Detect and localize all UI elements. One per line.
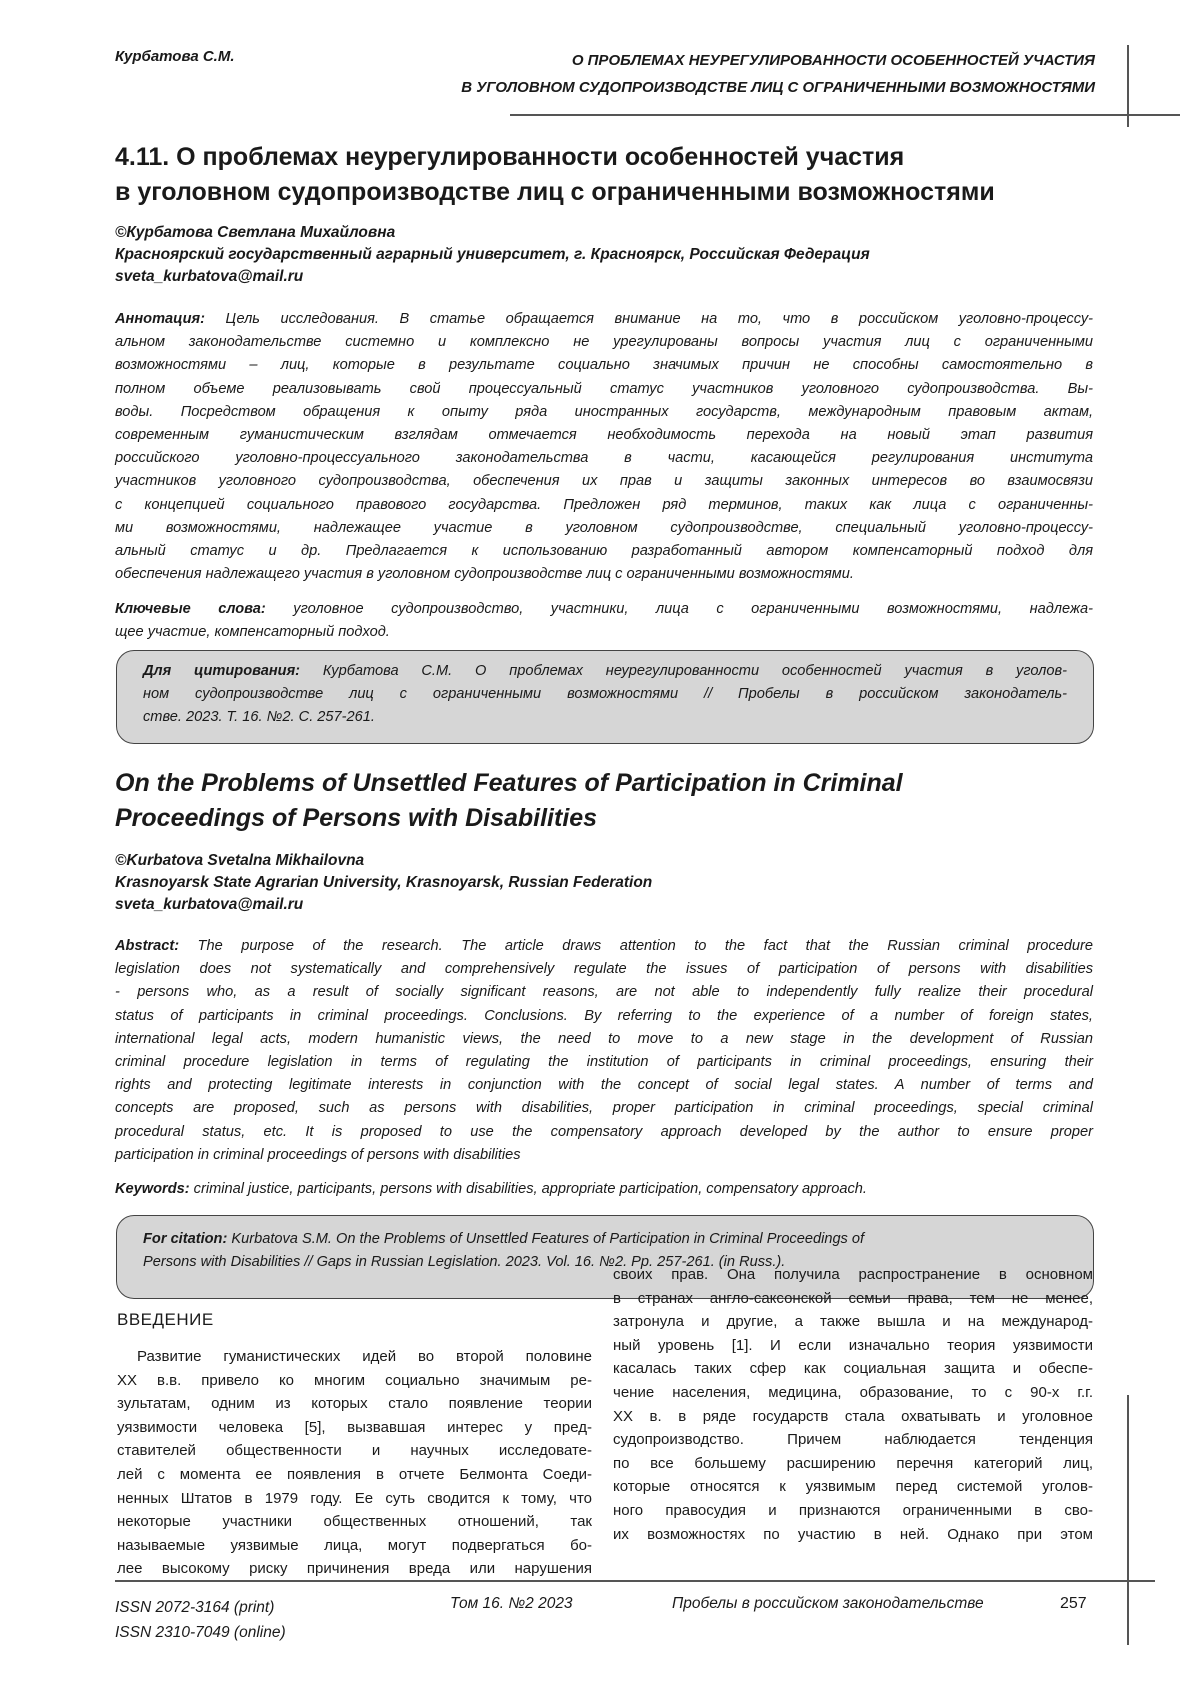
author-block-en bbox=[115, 850, 652, 916]
body-line: называемые уязвимые лица, могут подвергаться бо- bbox=[117, 1534, 592, 1558]
abstract-line: criminal procedure legislation in terms of regulating the institution of participants in criminal proceedings, ensuring their bbox=[115, 1051, 1093, 1074]
body-line: XX в. в ряде государств стала охватывать и уголовное bbox=[613, 1405, 1093, 1429]
abstract-line: procedural status, etc. It is proposed to use the compensatory approach developed by the author to ensure proper bbox=[115, 1121, 1093, 1144]
abstract-line: concepts are proposed, such as persons with disabilities, proper participation in criminal proceedings, special criminal bbox=[115, 1097, 1093, 1120]
footer-issn bbox=[115, 1595, 286, 1645]
keywords-text: criminal justice, participants, persons with disabilities, appropriate participation, compensatory approach. bbox=[190, 1181, 867, 1197]
title-line: Proceedings of Persons with Disabilities bbox=[115, 801, 903, 836]
author-affiliation: Красноярский государственный аграрный университет, г. Красноярск, Российская Федерация bbox=[115, 244, 870, 266]
body-line: их возможностях по участию в ней. Однако при этом bbox=[613, 1523, 1093, 1547]
citation-line: стве. 2023. Т. 16. №2. С. 257-261. bbox=[143, 706, 1067, 729]
abstract-line: участников уголовного судопроизводства, обеспечения их прав и защиты законных интересов во взаимосвязи bbox=[115, 470, 1093, 493]
body-line: зультатам, одним из которых стало появление теории bbox=[117, 1392, 592, 1416]
author-name: ©Kurbatova Svetalna Mikhailovna bbox=[115, 850, 652, 872]
body-line: ставителей общественности и научных исследовате- bbox=[117, 1439, 592, 1463]
running-header-line: О ПРОБЛЕМАХ НЕУРЕГУЛИРОВАННОСТИ ОСОБЕННОСТЕЙ УЧАСТИЯ bbox=[461, 47, 1095, 74]
author-affiliation: Krasnoyarsk State Agrarian University, Krasnoyarsk, Russian Federation bbox=[115, 872, 652, 894]
citation-box-ru bbox=[116, 650, 1094, 744]
body-line: ный уровень [1]. И если изначально теория уязвимости bbox=[613, 1334, 1093, 1358]
abstract-line: rights and protecting legitimate interests in conjunction with the concept of social legal states. A number of terms and bbox=[115, 1074, 1093, 1097]
issn-print: ISSN 2072-3164 (print) bbox=[115, 1595, 286, 1620]
footer-horizontal-rule bbox=[115, 1580, 1155, 1582]
running-header-title bbox=[461, 47, 1095, 101]
abstract-line: полном объеме реализовывать свой процессуальный статус участников уголовного судопроизводства. Вы- bbox=[115, 378, 1093, 401]
body-column-right bbox=[613, 1263, 1093, 1546]
article-title-ru bbox=[115, 140, 995, 210]
title-line: в уголовном судопроизводстве лиц с ограниченными возможностями bbox=[115, 175, 995, 210]
abstract-line: возможностями – лиц, которые в результате социально значимых причин не способны самостоятельно в bbox=[115, 354, 1093, 377]
body-line: касалась таких сфер как социальная защита и обеспе- bbox=[613, 1357, 1093, 1381]
citation-line: ном судопроизводстве лиц с ограниченными возможностями // Пробелы в российском законодатель- bbox=[143, 683, 1067, 706]
body-line: некоторые участники общественных отношений, так bbox=[117, 1510, 592, 1534]
body-line: судопроизводство. Причем наблюдается тенденция bbox=[613, 1428, 1093, 1452]
running-header-line: В УГОЛОВНОМ СУДОПРОИЗВОДСТВЕ ЛИЦ С ОГРАНИЧЕННЫМИ ВОЗМОЖНОСТЯМИ bbox=[461, 74, 1095, 101]
abstract-line: альный статус и др. Предлагается к использованию разработанный автором компенсаторный подход для bbox=[115, 540, 1093, 563]
section-heading: ВВЕДЕНИЕ bbox=[117, 1310, 214, 1330]
body-line: Развитие гуманистических идей во второй половине bbox=[117, 1345, 592, 1369]
body-line: лее высокому риску причинения вреда или нарушения bbox=[117, 1557, 592, 1581]
citation-label: For citation: bbox=[143, 1231, 227, 1247]
abstract-ru bbox=[115, 308, 1093, 586]
author-email: sveta_kurbatova@mail.ru bbox=[115, 894, 652, 916]
keywords-label: Ключевые слова: bbox=[115, 601, 266, 617]
abstract-line: с концепцией социального правового государства. Предложен ряд терминов, таких как лица с ограниченны- bbox=[115, 494, 1093, 517]
footer-vertical-rule bbox=[1127, 1395, 1129, 1645]
body-line: которые относятся к уязвимым перед системой уголов- bbox=[613, 1475, 1093, 1499]
body-line: по все большему расширению перечня категорий лиц, bbox=[613, 1452, 1093, 1476]
author-name: ©Курбатова Светлана Михайловна bbox=[115, 222, 870, 244]
abstract-text: The purpose of the research. The article draws attention to the fact that the Russian criminal procedure bbox=[179, 938, 1093, 954]
body-line: уязвимости человека [5], вызвавшая интерес у пред- bbox=[117, 1416, 592, 1440]
abstract-line: ми возможностями, надлежащее участие в уголовном судопроизводстве, специальный уголовно-процессу- bbox=[115, 517, 1093, 540]
body-line: чение населения, медицина, образование, то с 90-х г.г. bbox=[613, 1381, 1093, 1405]
citation-label: Для цитирования: bbox=[143, 663, 300, 679]
body-line: XX в.в. привело ко многим социально значимым ре- bbox=[117, 1369, 592, 1393]
citation-text: Курбатова С.М. О проблемах неурегулированности особенностей участия в уголов- bbox=[300, 663, 1067, 679]
abstract-line: воды. Посредством обращения к опыту ряда иностранных государств, международным правовым актам, bbox=[115, 401, 1093, 424]
body-line: затронула и другие, а также вышла и на международ- bbox=[613, 1310, 1093, 1334]
abstract-label: Аннотация: bbox=[115, 311, 205, 327]
body-line: в странах англо-саксонской семьи права, тем не менее, bbox=[613, 1287, 1093, 1311]
author-email: sveta_kurbatova@mail.ru bbox=[115, 266, 870, 288]
abstract-line: российского уголовно-процессуального законодательства в части, касающейся регулирования института bbox=[115, 447, 1093, 470]
abstract-line: legislation does not systematically and comprehensively regulate the issues of participation of persons with disabilities bbox=[115, 958, 1093, 981]
body-line: своих прав. Она получила распространение в основном bbox=[613, 1263, 1093, 1287]
header-horizontal-rule bbox=[510, 114, 1180, 116]
abstract-line: participation in criminal proceedings of persons with disabilities bbox=[115, 1144, 1093, 1167]
issn-online: ISSN 2310-7049 (online) bbox=[115, 1620, 286, 1645]
keywords-ru bbox=[115, 598, 1093, 644]
abstract-line: альном законодательстве системно и комплексно не урегулированы вопросы участия лиц с ограниченными bbox=[115, 331, 1093, 354]
keywords-label: Keywords: bbox=[115, 1181, 190, 1197]
abstract-text: Цель исследования. В статье обращается внимание на то, что в российском уголовно-процессу- bbox=[205, 311, 1093, 327]
author-block-ru bbox=[115, 222, 870, 288]
abstract-line: обеспечения надлежащего участия в уголовном судопроизводстве лиц с ограниченными возможностями. bbox=[115, 563, 1093, 586]
keywords-en bbox=[115, 1178, 1093, 1201]
abstract-en bbox=[115, 935, 1093, 1167]
abstract-line: status of participants in criminal proceedings. Conclusions. By referring to the experience of a number of foreign states, bbox=[115, 1005, 1093, 1028]
article-title-en bbox=[115, 766, 903, 836]
title-line: On the Problems of Unsettled Features of Participation in Criminal bbox=[115, 766, 903, 801]
running-header-author: Курбатова С.М. bbox=[115, 48, 235, 65]
citation-text: Kurbatova S.M. On the Problems of Unsettled Features of Participation in Criminal Proceedings of bbox=[227, 1231, 864, 1247]
keywords-text: уголовное судопроизводство, участники, лица с ограниченными возможностями, надлежа- bbox=[266, 601, 1093, 617]
abstract-label: Abstract: bbox=[115, 938, 179, 954]
abstract-line: - persons who, as a result of socially significant reasons, are not able to independently fully realize their procedural bbox=[115, 981, 1093, 1004]
citation-line: Persons with Disabilities // Gaps in Russian Legislation. 2023. Vol. 16. №2. Pp. 257-261. (in Russ.). bbox=[143, 1251, 1067, 1274]
footer-journal: Пробелы в российском законодательстве bbox=[672, 1595, 984, 1613]
body-line: ного правосудия и признаются ограниченными в сво- bbox=[613, 1499, 1093, 1523]
page-number: 257 bbox=[1060, 1595, 1087, 1613]
body-line: лей с момента ее появления в отчете Белмонта Соеди- bbox=[117, 1463, 592, 1487]
body-column-left bbox=[117, 1345, 592, 1581]
footer-volume: Том 16. №2 2023 bbox=[450, 1595, 573, 1613]
body-line: ненных Штатов в 1979 году. Ее суть сводится к тому, что bbox=[117, 1487, 592, 1511]
keywords-line: щее участие, компенсаторный подход. bbox=[115, 621, 1093, 644]
abstract-line: international legal acts, modern humanistic views, the need to move to a new stage in the development of Russian bbox=[115, 1028, 1093, 1051]
title-line: 4.11. О проблемах неурегулированности особенностей участия bbox=[115, 140, 995, 175]
abstract-line: современным гуманистическим взглядам отмечается необходимость перехода на новый этап развития bbox=[115, 424, 1093, 447]
